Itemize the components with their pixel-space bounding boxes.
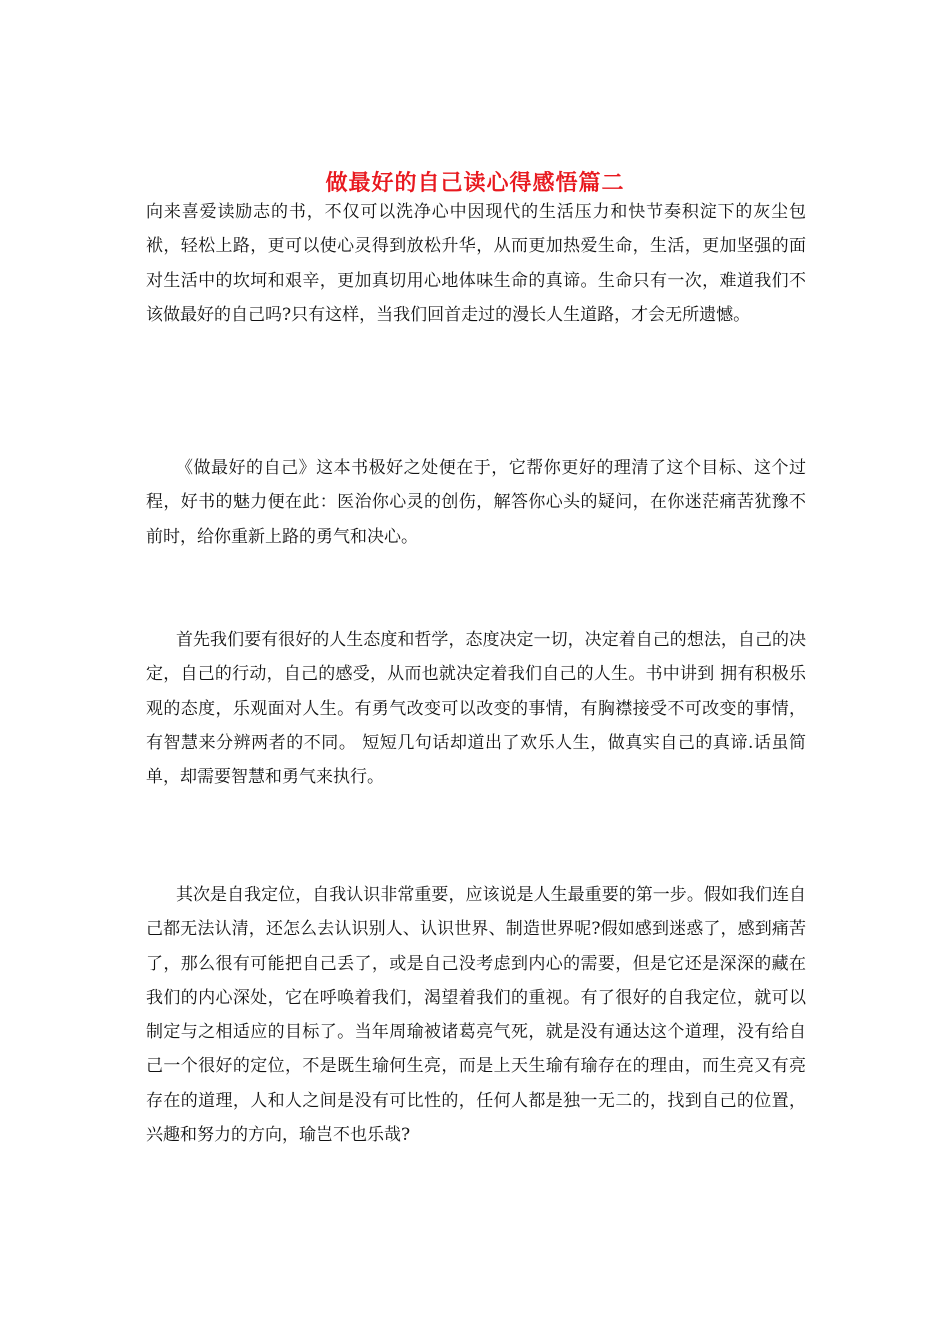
- paragraph-self-positioning: 其次是自我定位，自我认识非常重要，应该说是人生最重要的第一步。假如我们连自己都无法认清，还怎么去认识别人、认识世界、制造世界呢?假如感到迷惑了，感到痛苦了，那么很有可能把自己丢了，或是自己没考虑到内心的需要，但是它还是深深的藏在我们的内心深处，它在呼唤着我们，渴望着我们的重视。有了很好的自我定位，就可以制定与之相适应的目标了。当年周瑜被诸葛亮气死，就是没有通达这个道理，没有给自己一个很好的定位，不是既生瑜何生亮，而是上天生瑜有瑜存在的理由，而生亮又有亮存在的道理，人和人之间是没有可比性的，任何人都是独一无二的，找到自己的位置，兴趣和努力的方向，瑜岂不也乐哉?: [146, 885, 806, 1146]
- document-title: 做最好的自己读心得感悟篇二: [325, 169, 625, 196]
- paragraph-life-attitude: 首先我们要有很好的人生态度和哲学，态度决定一切，决定着自己的想法，自己的决定，自己的行动，自己的感受，从而也就决定着我们自己的人生。书中讲到 拥有积极乐观的态度，乐观面对人生。有勇气改变可以改变的事情，有胸襟接受不可改变的事情，有智慧来分辨两者的不同。 短短几句话却道出了欢乐人生，做真实自己的真谛.话虽简单，却需要智慧和勇气来执行。: [146, 630, 806, 788]
- paragraph-book-merit: 《做最好的自己》这本书极好之处便在于，它帮你更好的理清了这个目标、这个过程，好书的魅力便在此：医治你心灵的创伤，解答你心头的疑问，在你迷茫痛苦犹豫不前时，给你重新上路的勇气和决心。: [146, 458, 806, 547]
- paragraph-intro: 向来喜爱读励志的书，不仅可以洗净心中因现代的生活压力和快节奏积淀下的灰尘包袱，轻松上路，更可以使心灵得到放松升华，从而更加热爱生命，生活，更加坚强的面对生活中的坎坷和艰辛，更加真切用心地体味生命的真谛。生命只有一次，难道我们不该做最好的自己吗?只有这样，当我们回首走过的漫长人生道路，才会无所遗憾。: [146, 202, 806, 325]
